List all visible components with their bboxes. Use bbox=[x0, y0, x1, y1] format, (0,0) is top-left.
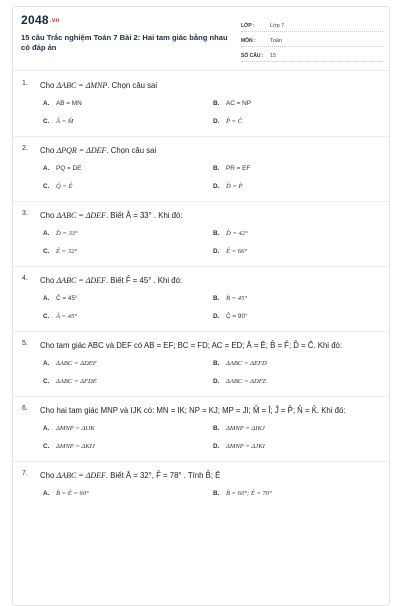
option-letter: D. bbox=[213, 378, 220, 385]
question-stem bbox=[40, 340, 381, 352]
question-text: Cho bbox=[40, 471, 57, 480]
answer-option[interactable] bbox=[40, 118, 210, 125]
logo-suffix: .vn bbox=[49, 18, 60, 24]
option-text: D̂ = 42° bbox=[226, 230, 248, 237]
answer-options bbox=[40, 165, 381, 190]
question-math: ΔPQR = ΔDEF bbox=[56, 146, 107, 155]
option-letter: B. bbox=[213, 165, 220, 172]
meta-row-class bbox=[241, 17, 383, 32]
question-2 bbox=[13, 145, 390, 190]
answer-option[interactable] bbox=[40, 378, 210, 385]
answer-option[interactable] bbox=[40, 183, 210, 190]
question-7 bbox=[13, 470, 390, 497]
question-number: 6. bbox=[22, 405, 28, 412]
answer-option[interactable] bbox=[40, 360, 210, 367]
question-text: Cho bbox=[40, 211, 57, 220]
site-logo[interactable] bbox=[21, 13, 59, 27]
meta-value: Toán bbox=[270, 38, 282, 44]
meta-row-subject bbox=[241, 32, 383, 47]
option-text: PR = EF bbox=[226, 165, 251, 172]
question-divider bbox=[13, 266, 390, 267]
option-text: ΔABC = ΔDEF bbox=[56, 360, 97, 367]
answer-option[interactable] bbox=[210, 118, 380, 125]
option-text: Ĉ = 45° bbox=[56, 295, 78, 302]
meta-row-count bbox=[241, 47, 383, 62]
answer-option[interactable] bbox=[40, 425, 210, 432]
question-text-after: . Biết Â = 33° . Khi đó: bbox=[105, 211, 183, 220]
question-number: 5. bbox=[22, 340, 28, 347]
option-text: Ê = 32° bbox=[56, 248, 78, 255]
option-letter: D. bbox=[213, 443, 220, 450]
answer-option[interactable] bbox=[210, 360, 380, 367]
answer-option[interactable] bbox=[210, 295, 380, 302]
option-text: ΔMNP = ΔKIJ bbox=[56, 443, 95, 450]
question-number: 3. bbox=[22, 210, 28, 217]
meta-key: LỚP : bbox=[241, 23, 255, 29]
option-letter: C. bbox=[43, 443, 50, 450]
option-letter: A. bbox=[43, 295, 50, 302]
option-text: P̂ = Ĉ bbox=[226, 118, 243, 125]
option-letter: D. bbox=[213, 118, 220, 125]
question-stem bbox=[40, 470, 381, 482]
answer-option[interactable] bbox=[40, 165, 210, 172]
question-math: ΔABC = ΔDEF bbox=[56, 471, 106, 480]
question-text: Cho bbox=[40, 81, 57, 90]
question-5 bbox=[13, 340, 390, 385]
option-letter: B. bbox=[213, 425, 220, 432]
question-number: 4. bbox=[22, 275, 28, 282]
question-math: ΔABC = ΔDEF bbox=[56, 211, 106, 220]
option-letter: D. bbox=[213, 248, 220, 255]
question-stem bbox=[40, 275, 381, 287]
option-letter: C. bbox=[43, 118, 50, 125]
option-text: D̂ = 33° bbox=[56, 230, 78, 237]
option-letter: B. bbox=[213, 490, 220, 497]
question-6 bbox=[13, 405, 390, 450]
question-divider bbox=[13, 396, 390, 397]
meta-value: Lớp 7 bbox=[270, 23, 285, 29]
option-letter: B. bbox=[213, 100, 220, 107]
option-text: B̂ = 60°; Ê = 70° bbox=[226, 490, 272, 497]
question-text-after: . Chọn câu sai bbox=[106, 146, 157, 155]
question-math: ΔABC = ΔDEF bbox=[56, 276, 106, 285]
answer-options bbox=[40, 230, 381, 255]
answer-option[interactable] bbox=[40, 313, 210, 320]
question-3 bbox=[13, 210, 390, 255]
question-text-after: . Biết F̂ = 45° . Khi đó: bbox=[105, 276, 183, 285]
question-number: 2. bbox=[22, 145, 28, 152]
answer-options bbox=[40, 425, 381, 450]
question-4 bbox=[13, 275, 390, 320]
answer-options bbox=[40, 360, 381, 385]
answer-option[interactable] bbox=[40, 230, 210, 237]
option-text: Ê = 66° bbox=[226, 248, 248, 255]
option-text: Â = 45° bbox=[56, 313, 78, 320]
answer-option[interactable] bbox=[40, 295, 210, 302]
option-text: ΔMNP = ΔIKJ bbox=[226, 425, 265, 432]
option-text: ΔMNP = ΔIJK bbox=[56, 425, 95, 432]
option-text: AB = MN bbox=[56, 100, 82, 107]
answer-options bbox=[40, 295, 381, 320]
logo-text: 2048 bbox=[21, 13, 49, 27]
option-text: Q̂ = Ê bbox=[56, 183, 73, 190]
option-text: AC = NP bbox=[226, 100, 252, 107]
answer-option[interactable] bbox=[210, 443, 380, 450]
option-letter: C. bbox=[43, 378, 50, 385]
answer-option[interactable] bbox=[40, 100, 210, 107]
option-letter: A. bbox=[43, 425, 50, 432]
question-math: ΔABC = ΔMNP bbox=[56, 81, 108, 90]
meta-value: 15 bbox=[270, 53, 277, 59]
question-1 bbox=[13, 80, 390, 125]
answer-option[interactable] bbox=[210, 165, 380, 172]
option-letter: C. bbox=[43, 248, 50, 255]
question-number: 7. bbox=[22, 470, 28, 477]
question-divider bbox=[13, 331, 390, 332]
question-text: Cho tam giác ABC và DEF có AB = EF; BC = FD; AC = ED; Â = Ê; B̂ = F̂; D̂ = Ĉ. Khi đó: bbox=[40, 341, 343, 350]
option-letter: B. bbox=[213, 360, 220, 367]
option-letter: A. bbox=[43, 360, 50, 367]
meta-info bbox=[241, 17, 383, 62]
question-text-after: . Chọn câu sai bbox=[107, 81, 158, 90]
answer-option[interactable] bbox=[210, 490, 380, 497]
option-text: ΔABC = ΔDFE bbox=[226, 378, 267, 385]
option-text: ΔABC = ΔFDE bbox=[56, 378, 97, 385]
question-number: 1. bbox=[22, 80, 28, 87]
option-text: B̂ = 45° bbox=[226, 295, 248, 302]
option-letter: D. bbox=[213, 183, 220, 190]
option-text: D̂ = P̂ bbox=[226, 183, 243, 190]
answer-option[interactable] bbox=[40, 490, 210, 497]
option-letter: A. bbox=[43, 230, 50, 237]
answer-option[interactable] bbox=[210, 100, 380, 107]
answer-option[interactable] bbox=[40, 443, 210, 450]
answer-options bbox=[40, 490, 381, 497]
option-text: Ĉ = 90° bbox=[226, 313, 248, 320]
question-divider bbox=[13, 201, 390, 202]
question-text: Cho hai tam giác MNP và IJK có: MN = IK; NP = KJ; MP = JI; M̂ = Î; Ĵ = P̂; N̂ = K̂. Khi đó: bbox=[40, 406, 346, 415]
option-text: B̂ = Ê = 60° bbox=[56, 490, 89, 497]
answer-option[interactable] bbox=[40, 248, 210, 255]
question-stem bbox=[40, 145, 381, 157]
answer-option[interactable] bbox=[210, 248, 380, 255]
option-text: PQ = DE bbox=[56, 165, 82, 172]
question-stem bbox=[40, 80, 381, 92]
option-text: ΔMNP = ΔJKI bbox=[226, 443, 265, 450]
option-letter: B. bbox=[213, 295, 220, 302]
question-divider bbox=[13, 461, 390, 462]
document-title: 15 câu Trắc nghiệm Toán 7 Bài 2: Hai tam giác bằng nhau có đáp án bbox=[21, 33, 228, 52]
meta-key: SỐ CÂU : bbox=[241, 53, 264, 59]
answer-option[interactable] bbox=[210, 425, 380, 432]
question-divider bbox=[13, 136, 390, 137]
answer-option[interactable] bbox=[210, 230, 380, 237]
option-text: Â = M̂ bbox=[56, 118, 74, 125]
option-letter: A. bbox=[43, 490, 50, 497]
question-list bbox=[13, 80, 390, 497]
question-text: Cho bbox=[40, 146, 57, 155]
option-letter: A. bbox=[43, 100, 50, 107]
question-stem bbox=[40, 405, 381, 417]
option-letter: A. bbox=[43, 165, 50, 172]
option-letter: C. bbox=[43, 313, 50, 320]
option-letter: B. bbox=[213, 230, 220, 237]
answer-option[interactable] bbox=[210, 313, 380, 320]
question-text: Cho bbox=[40, 276, 57, 285]
answer-option[interactable] bbox=[210, 378, 380, 385]
answer-options bbox=[40, 100, 381, 125]
answer-option[interactable] bbox=[210, 183, 380, 190]
option-letter: C. bbox=[43, 183, 50, 190]
worksheet-header bbox=[13, 7, 389, 71]
option-letter: D. bbox=[213, 313, 220, 320]
question-stem bbox=[40, 210, 381, 222]
question-text-after: . Biết Â = 32°, F̂ = 78° . Tính B̂; Ê bbox=[105, 471, 221, 480]
worksheet-page bbox=[12, 6, 390, 606]
meta-key: MÔN : bbox=[241, 38, 256, 44]
option-text: ΔABC = ΔEFD bbox=[226, 360, 267, 367]
